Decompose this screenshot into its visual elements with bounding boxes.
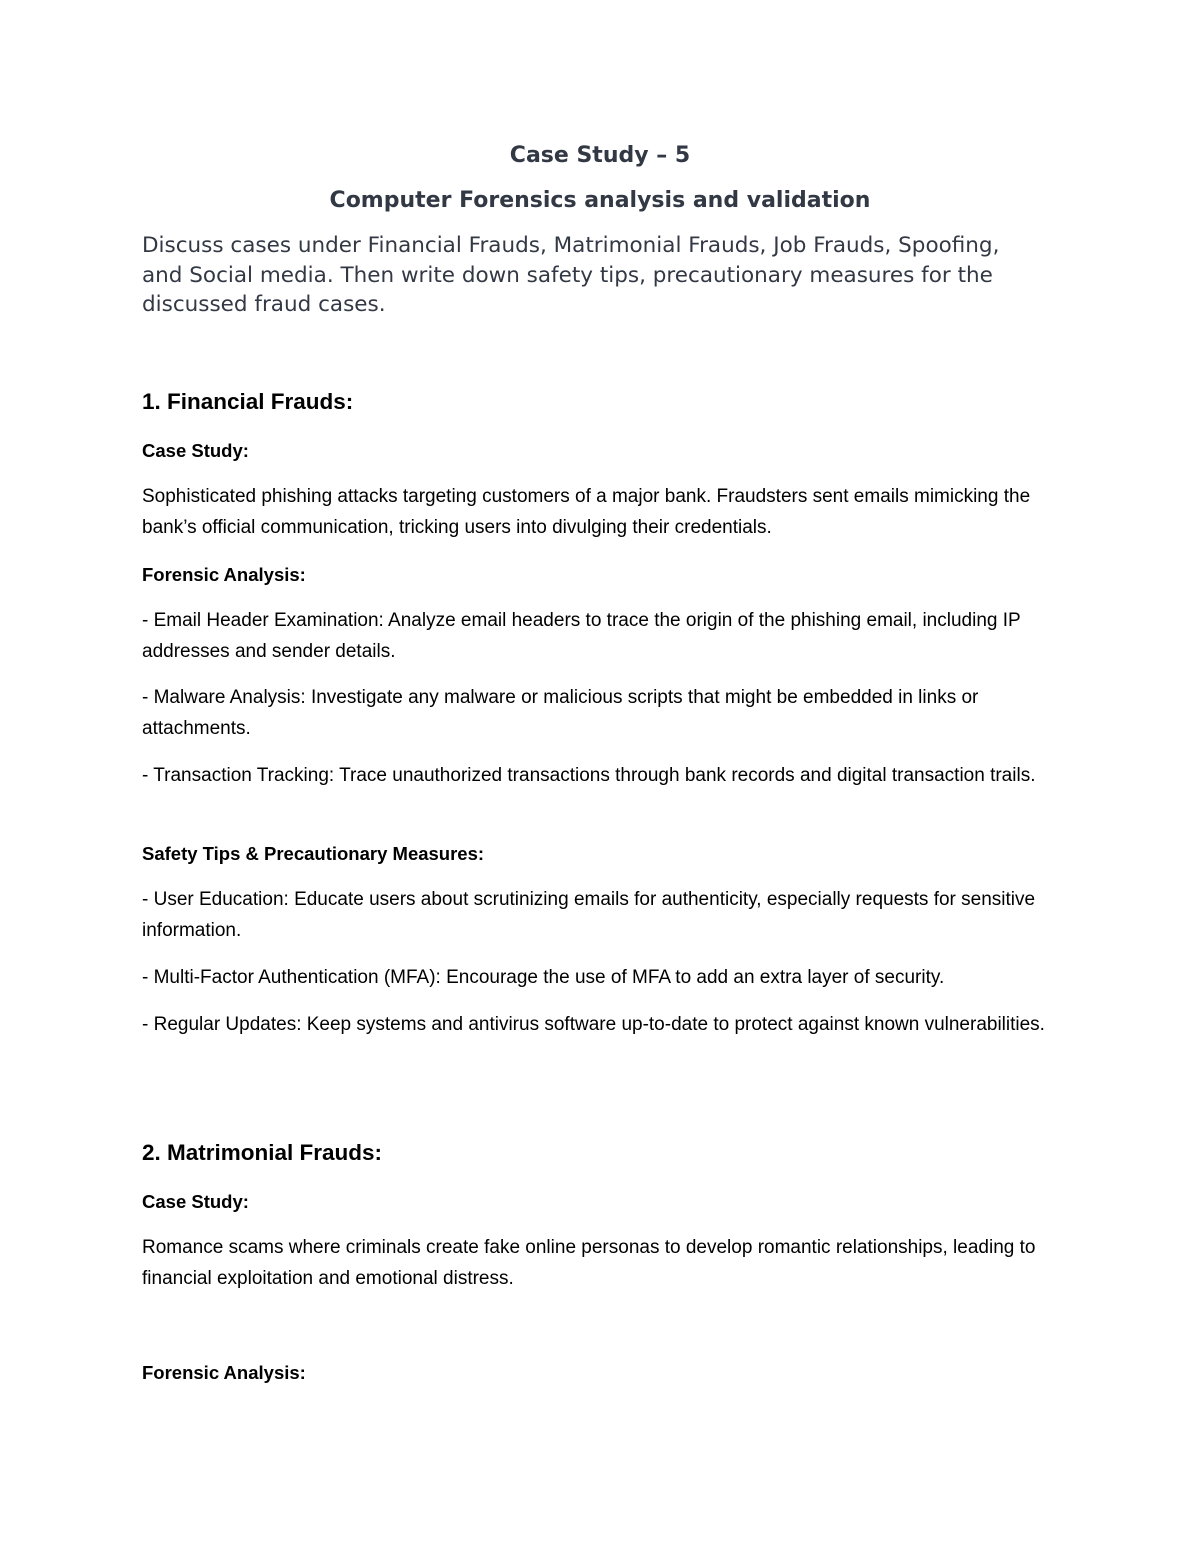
case-study-label: Case Study: — [142, 440, 249, 461]
forensic-item: - Malware Analysis: Investigate any malware or malicious scripts that might be embedded in links or attachments. — [142, 687, 979, 739]
forensic-item: - Email Header Examination: Analyze email headers to trace the origin of the phishing email, including IP addresses and sender details. — [142, 610, 1021, 662]
safety-item: - Regular Updates: Keep systems and antivirus software up-to-date to protect against known vulnerabilities. — [142, 1014, 1045, 1035]
case-study-label: Case Study: — [142, 1191, 249, 1212]
safety-tips-label: Safety Tips & Precautionary Measures: — [142, 843, 485, 864]
safety-item: - User Education: Educate users about scrutinizing emails for authenticity, especially requests for sensitive information. — [142, 889, 1036, 941]
section-heading-financial-frauds: 1. Financial Frauds: — [142, 389, 354, 414]
safety-item: - Multi-Factor Authentication (MFA): Encourage the use of MFA to add an extra layer of security. — [142, 967, 945, 988]
case-study-text: Romance scams where criminals create fake online personas to develop romantic relationships, leading to financial exploitation and emotional distress. — [142, 1237, 1036, 1289]
document-subtitle: Computer Forensics analysis and validation — [329, 188, 871, 213]
case-study-text: Sophisticated phishing attacks targeting customers of a major bank. Fraudsters sent emails mimicking the bank’s official communication, tricking users into divulging their credentials. — [142, 486, 1031, 538]
forensic-analysis-label: Forensic Analysis: — [142, 1362, 306, 1383]
section-heading-matrimonial-frauds: 2. Matrimonial Frauds: — [142, 1140, 383, 1165]
forensic-analysis-label: Forensic Analysis: — [142, 564, 306, 585]
forensic-item: - Transaction Tracking: Trace unauthorized transactions through bank records and digital transaction trails. — [142, 765, 1036, 786]
assignment-prompt: Discuss cases under Financial Frauds, Matrimonial Frauds, Job Frauds, Spoofing, and Social media. Then write down safety tips, precautionary measures for the discussed fraud cases. — [142, 233, 1000, 317]
document-title: Case Study – 5 — [509, 143, 691, 168]
